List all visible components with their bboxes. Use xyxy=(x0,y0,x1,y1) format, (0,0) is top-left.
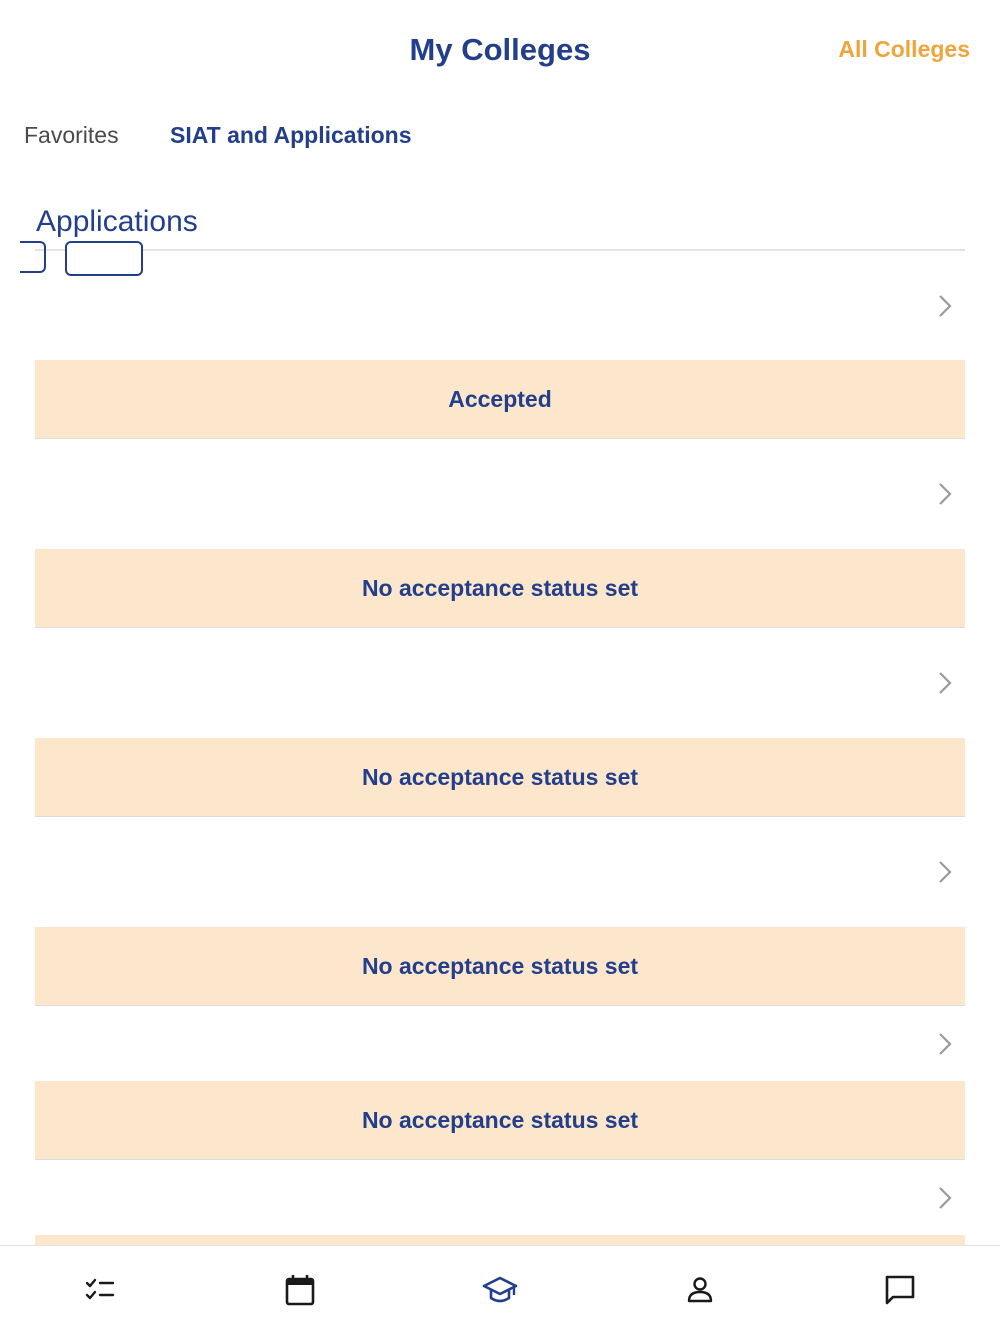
chat-icon xyxy=(882,1272,918,1308)
application-row[interactable] xyxy=(35,251,965,360)
calendar-icon xyxy=(282,1272,318,1308)
application-row[interactable] xyxy=(35,1160,965,1235)
graduation-cap-icon xyxy=(482,1272,518,1308)
checklist-icon xyxy=(82,1272,118,1308)
status-banner: No acceptance status set xyxy=(35,1081,965,1160)
status-banner: No acceptance status set xyxy=(35,549,965,628)
status-banner: No acceptance status set xyxy=(35,738,965,817)
tab-siat-and-applications[interactable]: SIAT and Applications xyxy=(170,122,412,148)
chevron-right-icon xyxy=(931,293,957,319)
applications-list xyxy=(35,251,965,1314)
application-row[interactable] xyxy=(35,1006,965,1081)
chevron-right-icon xyxy=(931,1185,957,1211)
page-title: My Colleges xyxy=(409,32,591,67)
chevron-right-icon xyxy=(931,1031,957,1057)
chevron-right-icon xyxy=(931,481,957,507)
nav-messages[interactable] xyxy=(800,1246,1000,1333)
all-colleges-link[interactable]: All Colleges xyxy=(838,36,970,62)
chevron-right-icon xyxy=(931,670,957,696)
tab-favorites[interactable]: Favorites xyxy=(24,122,119,148)
nav-colleges[interactable] xyxy=(400,1246,600,1333)
application-row[interactable] xyxy=(35,628,965,738)
status-banner: Accepted xyxy=(35,360,965,439)
nav-profile[interactable] xyxy=(600,1246,800,1333)
header xyxy=(0,0,1000,100)
chevron-right-icon xyxy=(931,859,957,885)
nav-calendar[interactable] xyxy=(200,1246,400,1333)
profile-icon xyxy=(682,1272,718,1308)
bottom-nav xyxy=(0,1245,1000,1333)
section-title: Applications xyxy=(36,205,198,238)
nav-tasks[interactable] xyxy=(0,1246,200,1333)
application-row[interactable] xyxy=(35,817,965,927)
status-banner: No acceptance status set xyxy=(35,927,965,1006)
application-row[interactable] xyxy=(35,439,965,549)
